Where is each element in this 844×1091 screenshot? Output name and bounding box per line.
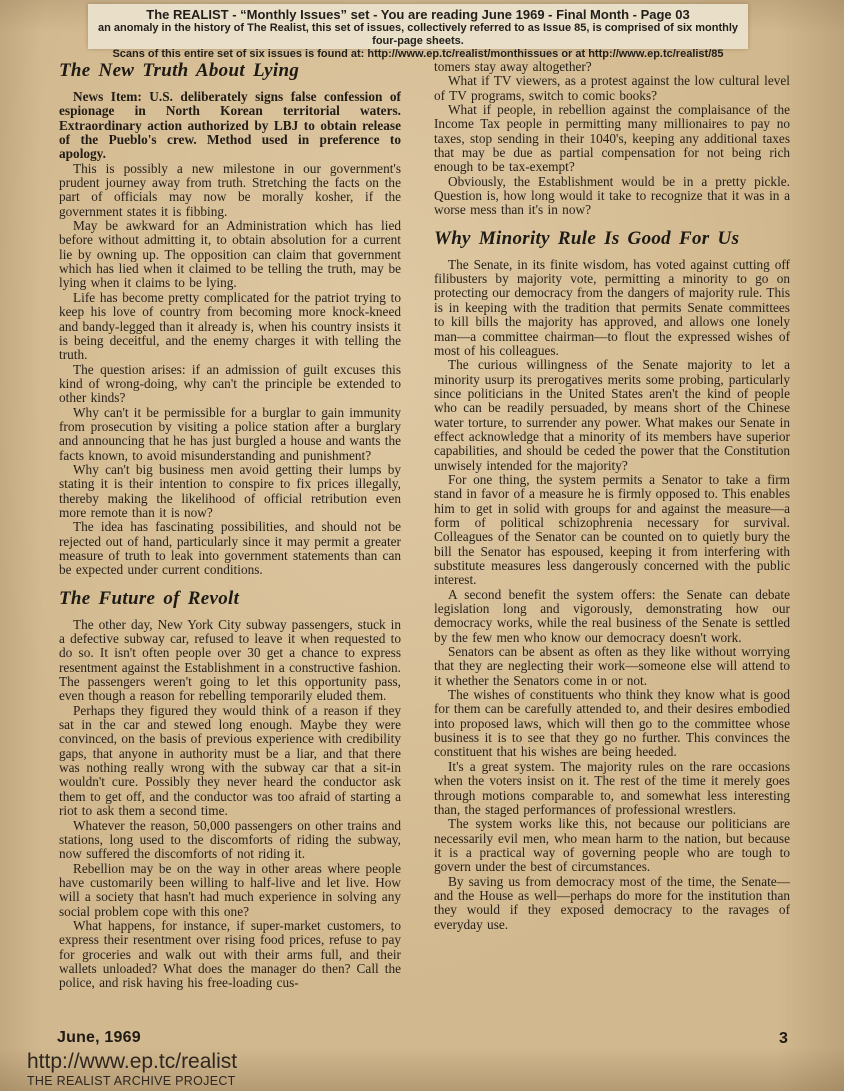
- right-column: [434, 60, 790, 932]
- article-section: [434, 60, 790, 218]
- banner-scan-note: Scans of this entire set of six issues is found at: http://www.ep.tc/realist/monthissues or at http://www.ep.tc/realist/85: [112, 48, 724, 60]
- body-paragraph: Senators can be absent as often as they like without worrying that they are neglecting their work—someone else will attend to it whether the Senators come in or not.: [434, 644, 790, 688]
- body-paragraph: It's a great system. The majority rules on the rare occasions when the voters insist on it. The rest of the time it merely goes through motions comparable to, and somewhat less interesting than, the staged performances of professional wrestlers.: [434, 758, 790, 817]
- body-paragraph: The curious willingness of the Senate majority to let a minority usurp its prerogatives merits some probing, particularly since politicians in the United States aren't the kind of people who can be readily persuaded, by means short of the Chinese water torture, to surrender any power. What makes our Senate in effect acknowledge that a minority of its members have superior capabilities, and should be ceded the power that the Constitution unwisely intended for the majority?: [434, 357, 790, 473]
- body-paragraph: What happens, for instance, if super-market customers, to express their resentment over rising food prices, refuse to pay for groceries and walk out with their arms full, and their wallets unloaded? What does the manager do then? Call the police, and risk having his free-loading cus-: [59, 917, 401, 991]
- body-paragraph: A second benefit the system offers: the Senate can debate legislation long and vigorously, demonstrating how our democracy works, while the real business of the Senate is settled by the few men who know our democracy doesn't work.: [434, 586, 790, 645]
- banner-subtitle: an anomaly in the history of The Realist, this set of issues, collectively referred to as Issue 85, is comprised of six monthly four-page sheets.: [97, 22, 739, 47]
- body-paragraph: tomers stay away altogether?: [434, 59, 592, 74]
- body-paragraph: Whatever the reason, 50,000 passengers on other trains and stations, long used to the discomforts of riding the subway, now suffered the discomforts of not riding it.: [59, 817, 401, 862]
- body-paragraph: Why can't it be permissible for a burglar to gain immunity from prosecution by visiting a police station after a burglary and announcing that he has just burgled a house and wants the facts known, to avoid misunderstanding and punishment?: [59, 404, 401, 463]
- issue-date: June, 1969: [57, 1029, 141, 1046]
- article-section: [59, 60, 401, 578]
- archive-url: http://www.ep.tc/realist: [27, 1050, 238, 1073]
- body-paragraph: Rebellion may be on the way in other areas where people have customarily been willing to half-live and let live. How will a society that hasn't had much experience in solving any social problem cope with this one?: [59, 860, 401, 919]
- body-paragraph: Life has become pretty complicated for the patriot trying to keep his love of country from becoming more knock-kneed and bandy-legged than it already is, when his country insists it is being deceitful, and the enemy charges it with telling the truth.: [59, 289, 401, 363]
- body-paragraph: For one thing, the system permits a Senator to take a firm stand in favor of a measure he is firmly opposed to. This enables him to get in solid with groups for and against the measure—a form of political schizophrenia necessary for survival. Colleagues of the Senator can be counted on to quietly bury the bill the Senator has espoused, keeping it from interfering with substitute measures less dangerously concerned with the public interest.: [434, 471, 790, 588]
- body-paragraph: The idea has fascinating possibilities, and should not be rejected out of hand, particularly since it may permit a greater measure of truth to leak into government statements than can be expected under current conditions.: [59, 519, 401, 578]
- article-heading: The Future of Revolt: [59, 587, 240, 609]
- body-paragraph: May be awkward for an Administration which has lied before without admitting it, to obtain absolution for a current lie by owning up. The opposition can claim that government which has lied when it claimed to be telling the truth, may be lying when it claims to be lying.: [59, 218, 401, 291]
- page-number: 3: [779, 1030, 788, 1047]
- article-heading: The New Truth About Lying: [59, 60, 300, 81]
- article-section: [59, 588, 401, 991]
- body-paragraph: The Senate, in its finite wisdom, has voted against cutting off filibusters by majority vote, permitting a minority to go on protecting our democracy from the dangers of majority rule. This is in keeping with the tradition that permits Senate committees to kill bills the majority has approved, and allows one lonely man—a committee chairman—to flout the expressed wishes of most of his colleagues.: [434, 256, 790, 358]
- body-paragraph: Why can't big business men avoid getting their lumps by stating it is their intention to conspire to fix prices illegally, thereby making the likelihood of official retribution even more remote than it is now?: [59, 461, 401, 520]
- body-paragraph: The question arises: if an admission of guilt excuses this kind of wrong-doing, why can't the principle be extended to other kinds?: [59, 361, 401, 406]
- body-paragraph: What if TV viewers, as a protest against the low cultural level of TV programs, switch to comic books?: [434, 73, 790, 103]
- header-banner: [88, 4, 748, 60]
- body-paragraph: Obviously, the Establishment would be in a pretty pickle. Question is, how long would it take to recognize that it was in a worse mess than it's in now?: [434, 173, 790, 218]
- article-section: [434, 228, 790, 932]
- body-paragraph: The other day, New York City subway passengers, stuck in a defective subway car, refused to leave it when requested to do so. It isn't often people over 30 get a chance to express resentment against the Establishment in a constructive fashion. The passengers weren't going to let this opportunity pass, even though a reason for rebelling temporarily eluded them.: [59, 616, 401, 704]
- news-item-paragraph: News Item: U.S. deliberately signs false confession of espionage in North Korean territorial waters. Extraordinary action authorized by LBJ to obtain release of the Pueblo's crew. Method used in preference to apology.: [59, 89, 401, 162]
- body-paragraph: Perhaps they figured they would think of a reason if they sat in the car and stewed long enough. Maybe they were convinced, on the basis of previous experience with credibility gaps, that anyone in authority must be a liar, and that there was nothing really wrong with the subway car that a sit-in wouldn't cure. Possibly they never heard the conductor ask them to get off, and the conductor was too afraid of starting a riot to ask them a second time.: [59, 702, 401, 819]
- body-paragraph: The system works like this, not because our politicians are necessarily evil men, who mean harm to the nation, but because it is a practical way of governing people who are tough to govern under the best of circumstances.: [434, 816, 790, 875]
- archive-project-label: THE REALIST ARCHIVE PROJECT: [27, 1074, 236, 1088]
- left-column: [59, 60, 401, 991]
- banner-title: The REALIST - “Monthly Issues” set - You are reading June 1969 - Final Month - Page 03: [146, 7, 690, 22]
- body-paragraph: This is possibly a new milestone in our government's prudent journey away from truth. Stretching the facts on the part of officials may now be morally kosher, if the government states it is fibbing.: [59, 160, 401, 219]
- body-paragraph: By saving us from democracy most of the time, the Senate—and the House as well—perhaps do more for the institution than they would if they exposed democracy to the ravages of everyday use.: [434, 873, 790, 932]
- body-paragraph: The wishes of constituents who think they know what is good for them can be carefully attended to, and their desires embodied into proposed laws, which will then go to the committee whose business it is to see that they go no further. This convinces the constituent that his wishes are being heeded.: [434, 687, 790, 760]
- body-paragraph: What if people, in rebellion against the complaisance of the Income Tax people in permitting many millionaires to pay no taxes, stop sending in their 1040's, keeping any additional taxes that may be due as partial compensation for not being rich enough to be tax-exempt?: [434, 102, 790, 175]
- article-heading: Why Minority Rule Is Good For Us: [434, 227, 740, 249]
